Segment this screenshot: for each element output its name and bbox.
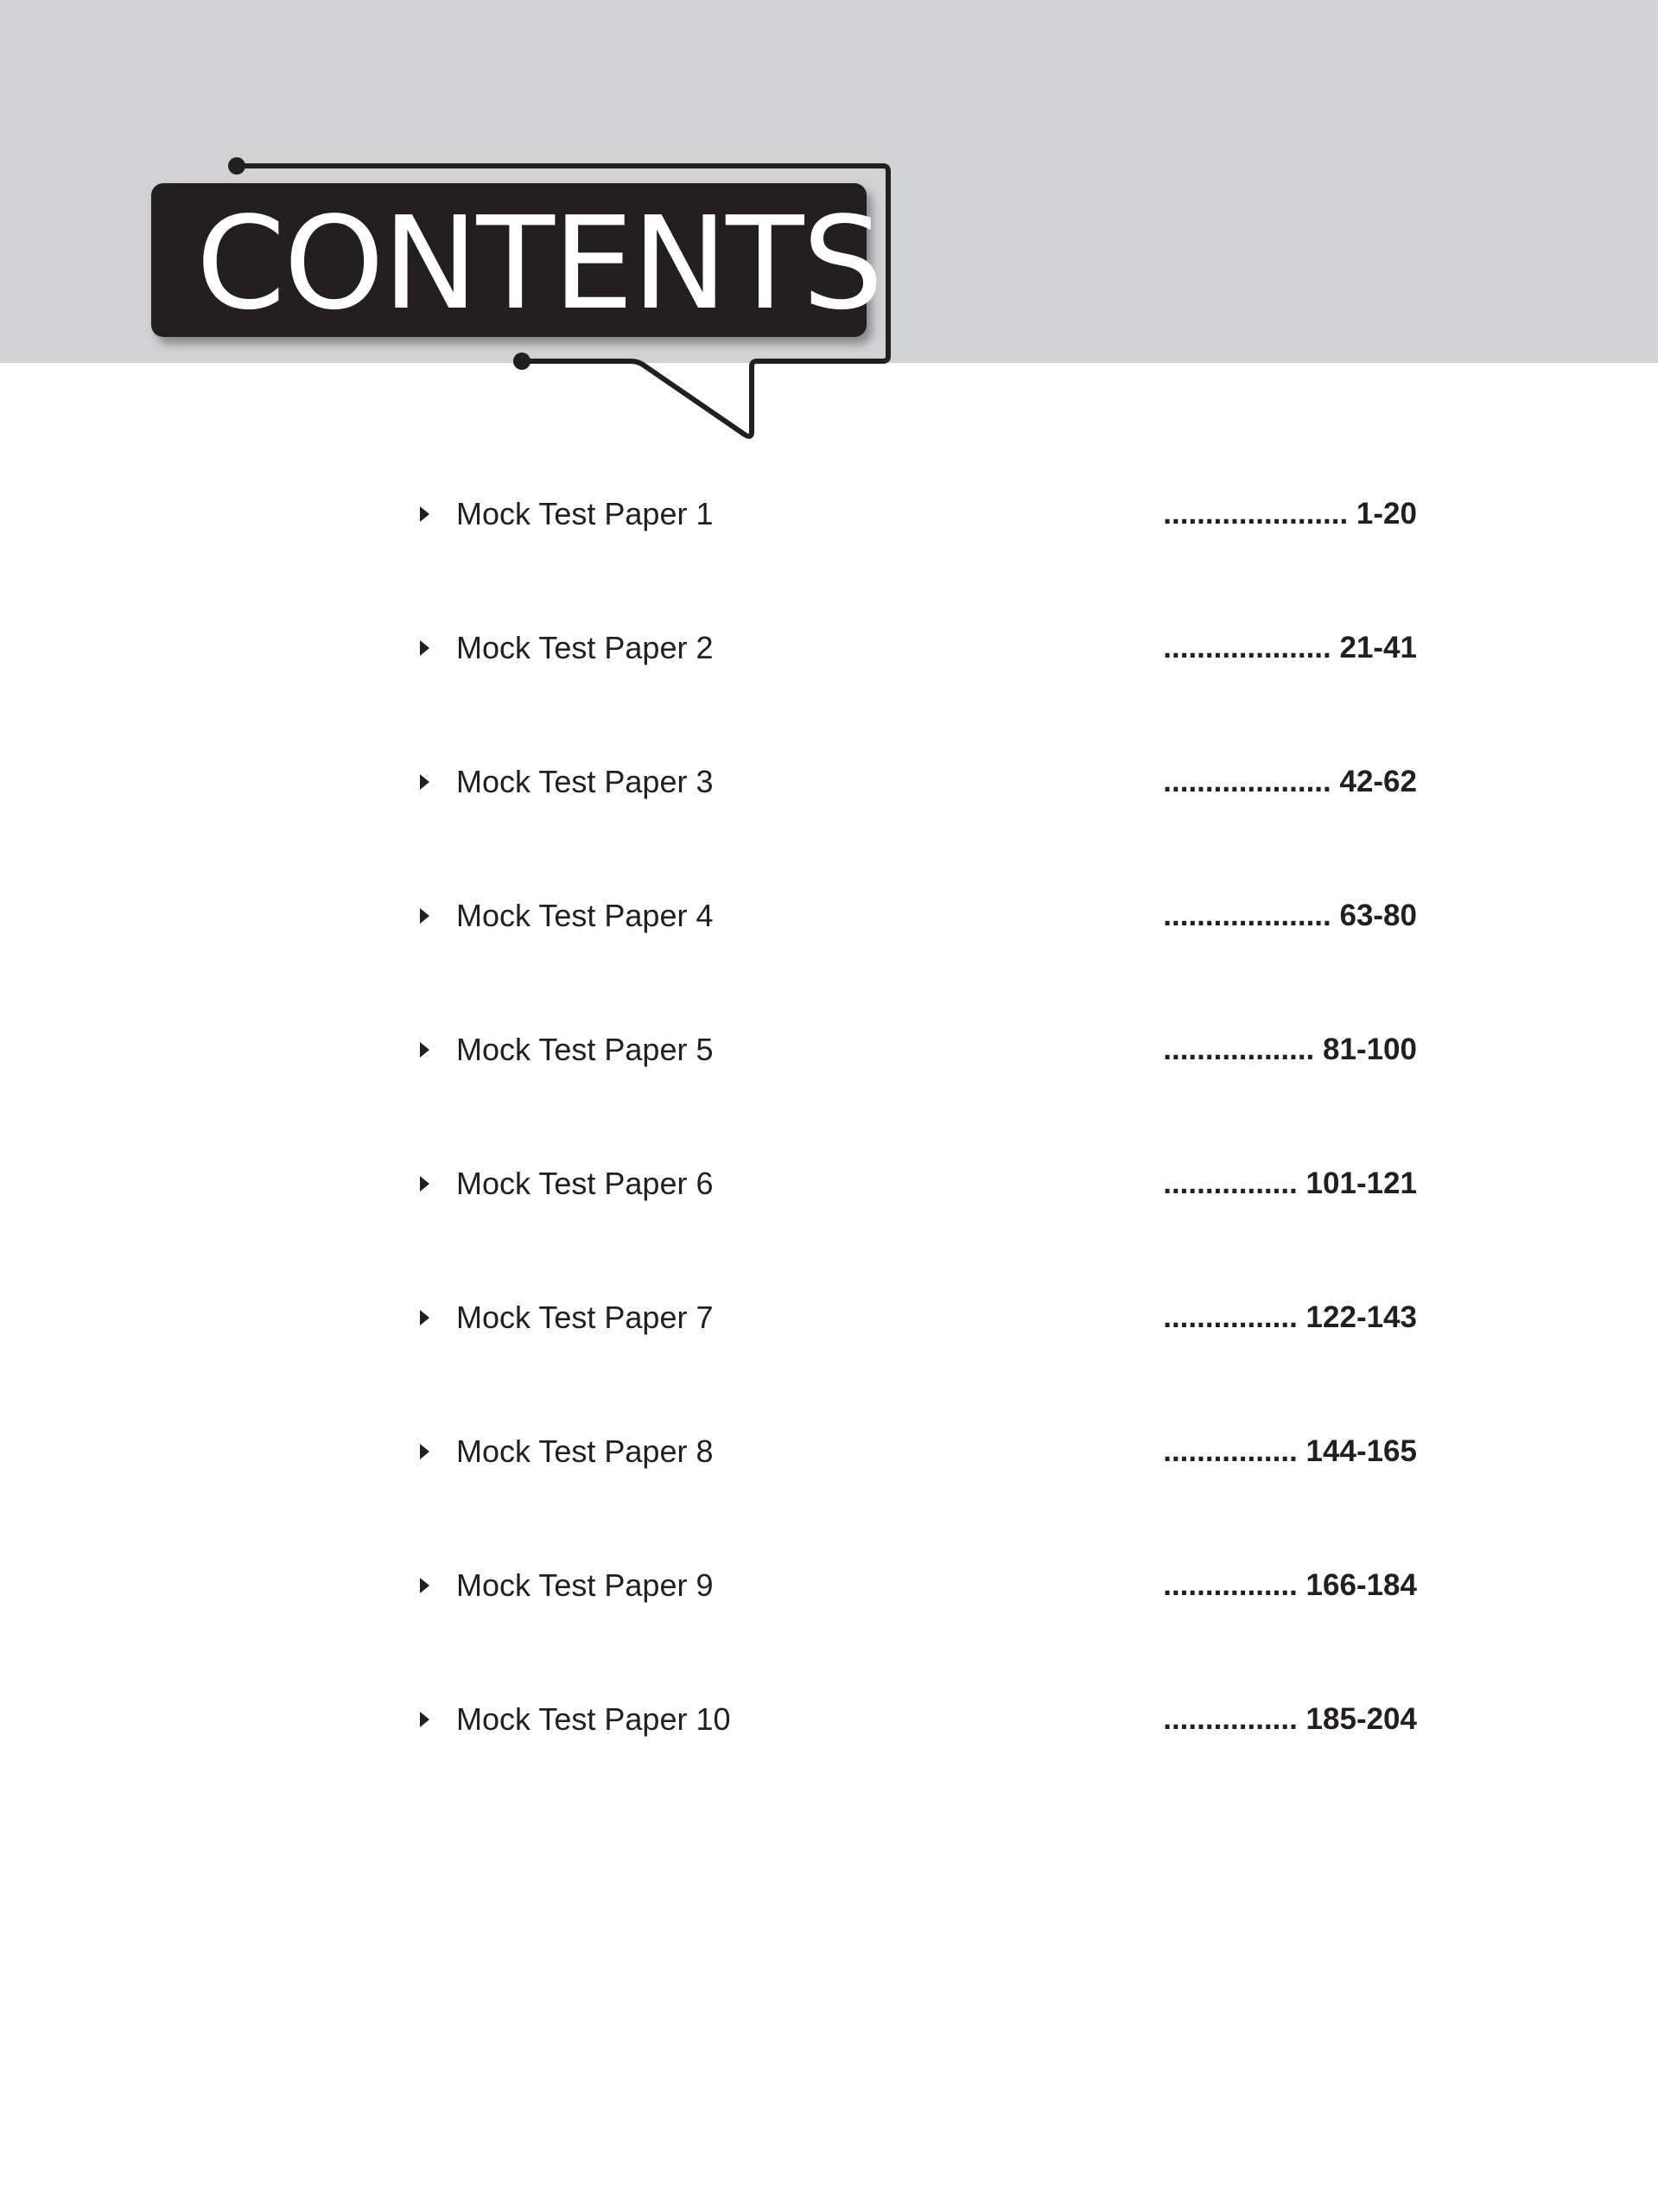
toc-entry-title: Mock Test Paper 10 <box>456 1701 731 1737</box>
toc-entry-title: Mock Test Paper 2 <box>456 630 714 665</box>
toc-entry-pages: .................... 42-62 <box>1163 765 1417 798</box>
toc-entry[interactable] <box>415 756 1417 808</box>
toc-entry-pages: ................ 185-204 <box>1163 1702 1417 1736</box>
toc-entry[interactable] <box>415 1292 1417 1344</box>
toc-entry[interactable] <box>415 1024 1417 1076</box>
triangle-bullet-icon <box>420 1310 429 1325</box>
toc-entry-pages: .................. 81-100 <box>1163 1033 1417 1066</box>
toc-entry[interactable] <box>415 1426 1417 1478</box>
toc-entry-pages: .................... 63-80 <box>1163 899 1417 932</box>
triangle-bullet-icon <box>420 1712 429 1727</box>
toc-entry-title: Mock Test Paper 9 <box>456 1567 714 1603</box>
triangle-bullet-icon <box>420 1444 429 1459</box>
toc-entry-title: Mock Test Paper 6 <box>456 1166 714 1201</box>
triangle-bullet-icon <box>420 1578 429 1593</box>
triangle-bullet-icon <box>420 908 429 924</box>
toc-entry-title: Mock Test Paper 4 <box>456 898 714 933</box>
toc-entry[interactable] <box>415 1560 1417 1611</box>
toc-entry[interactable] <box>415 1694 1417 1745</box>
toc-entry-title: Mock Test Paper 3 <box>456 764 714 799</box>
page-title: CONTENTS <box>196 189 882 338</box>
triangle-bullet-icon <box>420 640 429 656</box>
toc-entry[interactable] <box>415 488 1417 540</box>
toc-entry-pages: ................ 166-184 <box>1163 1568 1417 1602</box>
triangle-bullet-icon <box>420 1176 429 1192</box>
toc-entry-pages: ................ 122-143 <box>1163 1300 1417 1334</box>
toc-entry-title: Mock Test Paper 1 <box>456 496 714 531</box>
toc-entry-pages: ...................... 1-20 <box>1163 497 1417 531</box>
triangle-bullet-icon <box>420 774 429 790</box>
triangle-bullet-icon <box>420 506 429 522</box>
toc-entry[interactable] <box>415 1158 1417 1210</box>
toc-entry[interactable] <box>415 890 1417 942</box>
toc-entry-pages: .................... 21-41 <box>1163 631 1417 664</box>
toc-entry-title: Mock Test Paper 7 <box>456 1300 714 1335</box>
toc-entry-title: Mock Test Paper 8 <box>456 1433 714 1469</box>
toc-entry-pages: ................ 144-165 <box>1163 1434 1417 1468</box>
toc-entry-pages: ................ 101-121 <box>1163 1166 1417 1200</box>
toc-entry[interactable] <box>415 622 1417 674</box>
toc-entry-title: Mock Test Paper 5 <box>456 1032 714 1067</box>
triangle-bullet-icon <box>420 1042 429 1058</box>
